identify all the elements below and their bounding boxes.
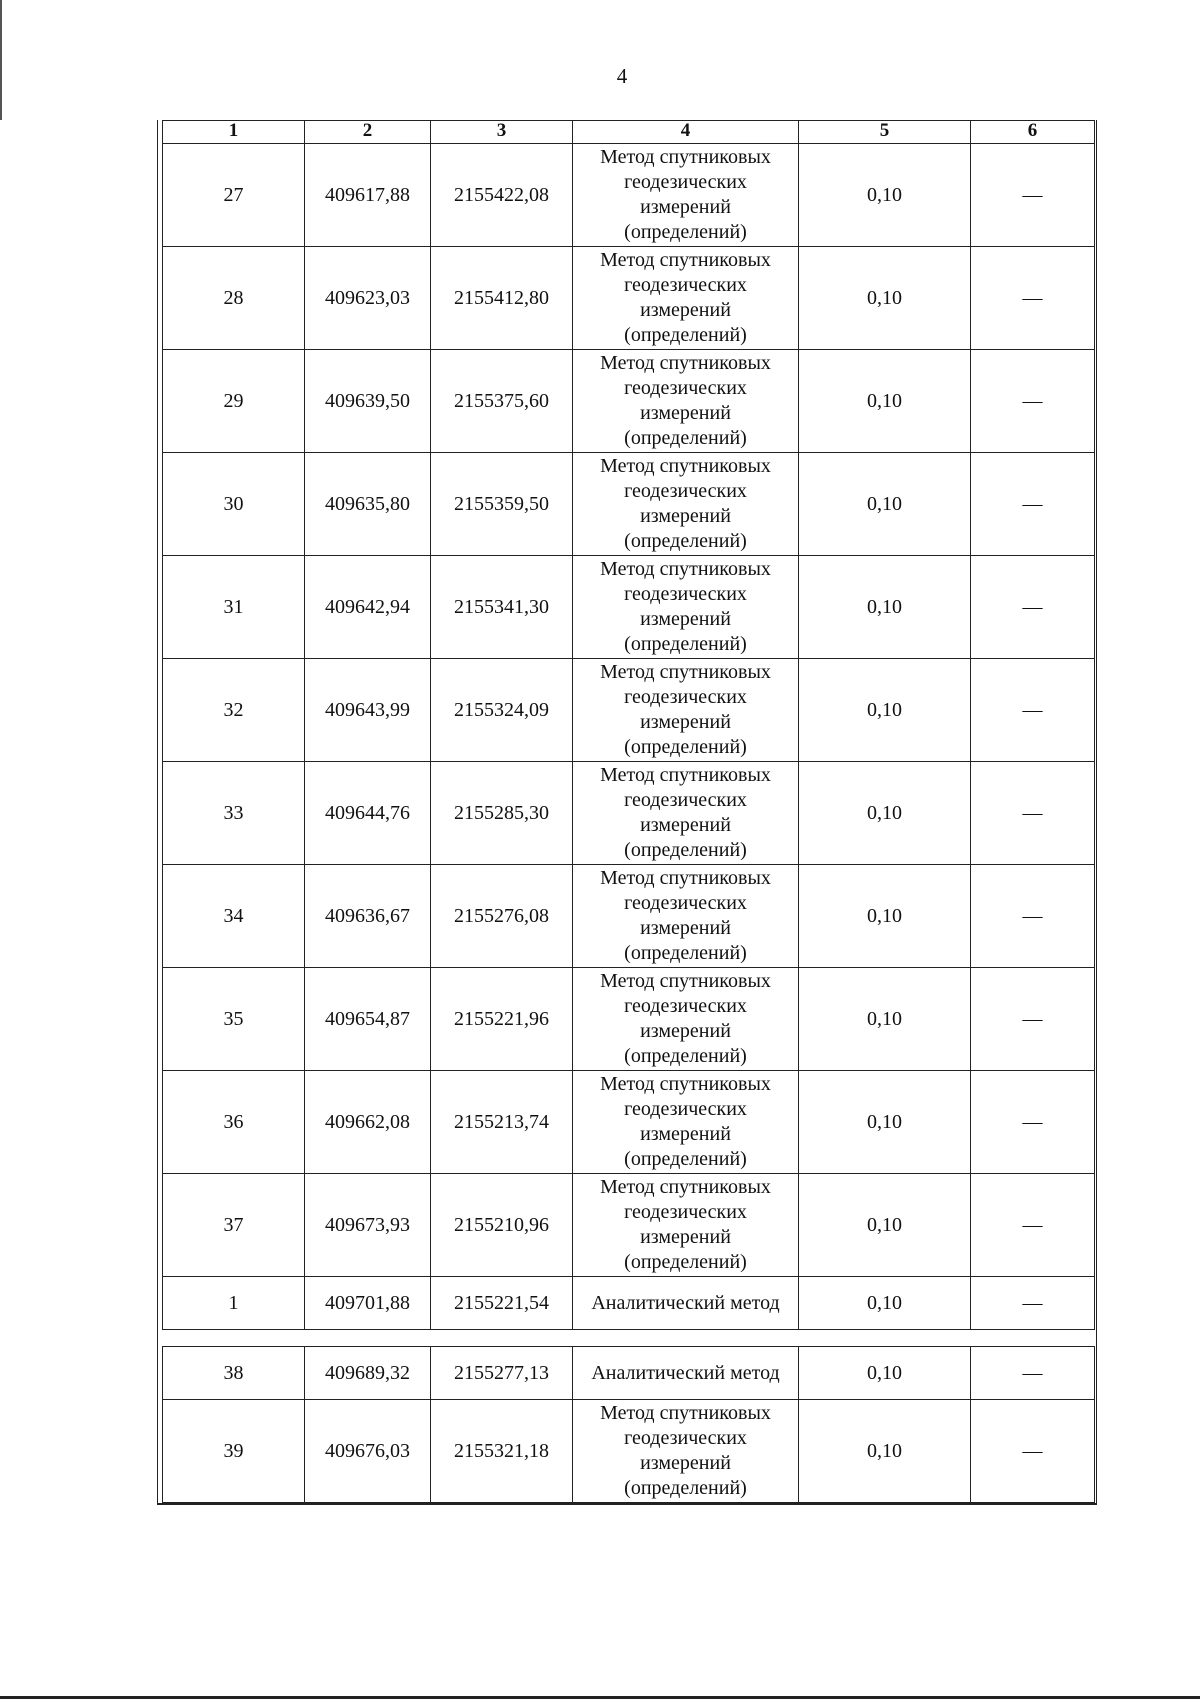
table-row (163, 865, 1095, 968)
accuracy-cell: 0,10 (799, 556, 971, 659)
method-cell: Метод спутниковых геодезических измерений (определений) (573, 1071, 799, 1174)
note-cell: — (971, 247, 1095, 350)
accuracy-cell: 0,10 (799, 144, 971, 247)
note-cell: — (971, 1400, 1095, 1503)
y-coordinate-cell: 2155277,13 (431, 1347, 573, 1400)
table-row (163, 144, 1095, 247)
y-coordinate-cell: 2155321,18 (431, 1400, 573, 1503)
y-coordinate-cell: 2155359,50 (431, 453, 573, 556)
point-number-cell: 27 (163, 144, 305, 247)
method-cell: Метод спутниковых геодезических измерений (определений) (573, 865, 799, 968)
table-row (163, 1071, 1095, 1174)
point-number-cell: 31 (163, 556, 305, 659)
table-row (163, 350, 1095, 453)
method-cell: Аналитический метод (573, 1347, 799, 1400)
note-cell: — (971, 968, 1095, 1071)
x-coordinate-cell: 409701,88 (305, 1277, 431, 1330)
table-row (163, 1347, 1095, 1400)
method-cell: Метод спутниковых геодезических измерений (определений) (573, 350, 799, 453)
scan-edge-left (0, 0, 2, 120)
page-number: 4 (616, 64, 628, 88)
x-coordinate-cell: 409689,32 (305, 1347, 431, 1400)
x-coordinate-cell: 409662,08 (305, 1071, 431, 1174)
table-row (163, 1400, 1095, 1503)
note-cell: — (971, 1277, 1095, 1330)
spacer-cell (163, 1330, 1095, 1347)
accuracy-cell: 0,10 (799, 1400, 971, 1503)
scan-edge-bottom (0, 1696, 1200, 1699)
accuracy-cell: 0,10 (799, 1277, 971, 1330)
y-coordinate-cell: 2155276,08 (431, 865, 573, 968)
point-number-cell: 37 (163, 1174, 305, 1277)
accuracy-cell: 0,10 (799, 659, 971, 762)
table-body (163, 121, 1095, 1503)
x-coordinate-cell: 409642,94 (305, 556, 431, 659)
method-cell: Метод спутниковых геодезических измерений (определений) (573, 1174, 799, 1277)
table-row (163, 247, 1095, 350)
header-cell: 2 (305, 121, 431, 144)
accuracy-cell: 0,10 (799, 865, 971, 968)
table-row (163, 1277, 1095, 1330)
method-cell: Метод спутниковых геодезических измерений (определений) (573, 144, 799, 247)
x-coordinate-cell: 409635,80 (305, 453, 431, 556)
method-cell: Метод спутниковых геодезических измерений (определений) (573, 659, 799, 762)
method-cell: Метод спутниковых геодезических измерений (определений) (573, 247, 799, 350)
point-number-cell: 29 (163, 350, 305, 453)
x-coordinate-cell: 409639,50 (305, 350, 431, 453)
header-cell: 1 (163, 121, 305, 144)
method-cell: Метод спутниковых геодезических измерений (определений) (573, 968, 799, 1071)
note-cell: — (971, 1174, 1095, 1277)
note-cell: — (971, 144, 1095, 247)
point-number-cell: 33 (163, 762, 305, 865)
accuracy-cell: 0,10 (799, 1071, 971, 1174)
header-cell: 6 (971, 121, 1095, 144)
note-cell: — (971, 1071, 1095, 1174)
y-coordinate-cell: 2155221,96 (431, 968, 573, 1071)
x-coordinate-cell: 409623,03 (305, 247, 431, 350)
accuracy-cell: 0,10 (799, 453, 971, 556)
point-number-cell: 30 (163, 453, 305, 556)
note-cell: — (971, 659, 1095, 762)
y-coordinate-cell: 2155375,60 (431, 350, 573, 453)
y-coordinate-cell: 2155285,30 (431, 762, 573, 865)
accuracy-cell: 0,10 (799, 968, 971, 1071)
method-cell: Метод спутниковых геодезических измерений (определений) (573, 1400, 799, 1503)
method-cell: Метод спутниковых геодезических измерений (определений) (573, 453, 799, 556)
accuracy-cell: 0,10 (799, 1347, 971, 1400)
y-coordinate-cell: 2155213,74 (431, 1071, 573, 1174)
x-coordinate-cell: 409617,88 (305, 144, 431, 247)
x-coordinate-cell: 409676,03 (305, 1400, 431, 1503)
note-cell: — (971, 865, 1095, 968)
y-coordinate-cell: 2155210,96 (431, 1174, 573, 1277)
y-coordinate-cell: 2155422,08 (431, 144, 573, 247)
point-number-cell: 38 (163, 1347, 305, 1400)
note-cell: — (971, 762, 1095, 865)
header-cell: 4 (573, 121, 799, 144)
y-coordinate-cell: 2155341,30 (431, 556, 573, 659)
note-cell: — (971, 1347, 1095, 1400)
y-coordinate-cell: 2155324,09 (431, 659, 573, 762)
point-number-cell: 34 (163, 865, 305, 968)
accuracy-cell: 0,10 (799, 762, 971, 865)
point-number-cell: 1 (163, 1277, 305, 1330)
header-cell: 5 (799, 121, 971, 144)
table-row (163, 453, 1095, 556)
table-row (163, 968, 1095, 1071)
method-cell: Аналитический метод (573, 1277, 799, 1330)
note-cell: — (971, 350, 1095, 453)
accuracy-cell: 0,10 (799, 1174, 971, 1277)
method-cell: Метод спутниковых геодезических измерений (определений) (573, 762, 799, 865)
point-number-cell: 32 (163, 659, 305, 762)
accuracy-cell: 0,10 (799, 350, 971, 453)
table-row (163, 556, 1095, 659)
point-number-cell: 36 (163, 1071, 305, 1174)
method-cell: Метод спутниковых геодезических измерений (определений) (573, 556, 799, 659)
x-coordinate-cell: 409654,87 (305, 968, 431, 1071)
point-number-cell: 39 (163, 1400, 305, 1503)
point-number-cell: 35 (163, 968, 305, 1071)
coordinates-table (162, 120, 1095, 1503)
table-row (163, 1174, 1095, 1277)
table-spacer-row (163, 1330, 1095, 1347)
table-row (163, 659, 1095, 762)
header-cell: 3 (431, 121, 573, 144)
accuracy-cell: 0,10 (799, 247, 971, 350)
x-coordinate-cell: 409636,67 (305, 865, 431, 968)
x-coordinate-cell: 409643,99 (305, 659, 431, 762)
note-cell: — (971, 453, 1095, 556)
coordinates-table-frame (157, 120, 1097, 1505)
table-header-row (163, 121, 1095, 144)
y-coordinate-cell: 2155412,80 (431, 247, 573, 350)
table-row (163, 762, 1095, 865)
x-coordinate-cell: 409673,93 (305, 1174, 431, 1277)
note-cell: — (971, 556, 1095, 659)
x-coordinate-cell: 409644,76 (305, 762, 431, 865)
y-coordinate-cell: 2155221,54 (431, 1277, 573, 1330)
point-number-cell: 28 (163, 247, 305, 350)
